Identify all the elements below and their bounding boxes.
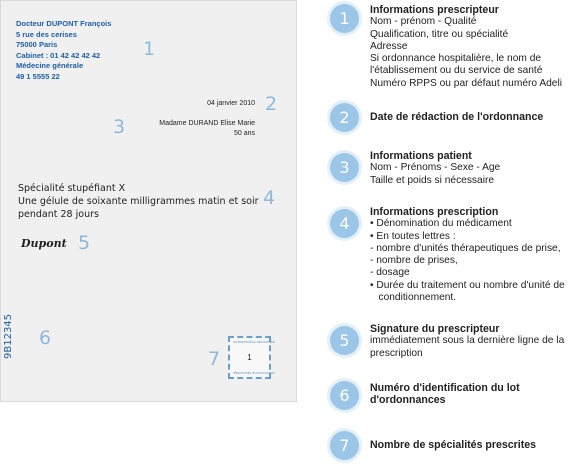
legend-number-circle: 3 (330, 153, 359, 182)
legend-line: - nombre de prises, (370, 255, 458, 267)
legend-title: Nombre de spécialités prescrites (370, 439, 537, 451)
legend-line: l'établissement ou du service de santé (370, 65, 543, 77)
legend-number-circle: 6 (330, 381, 359, 410)
legend-number-circle: 5 (330, 326, 359, 355)
legend-text (370, 4, 585, 90)
legend-line: - nombre d'unités thérapeutiques de prise, (370, 242, 561, 254)
prescription-line: Spécialité stupéfiant X (18, 183, 126, 194)
legend-title: Informations prescription (370, 206, 499, 218)
patient-block (159, 119, 255, 139)
prescribed-count: 1 (247, 353, 252, 362)
legend-line: Qualification, titre ou spécialité (370, 28, 509, 40)
legend-line: • En toutes lettres : (370, 230, 456, 242)
legend-line: Adresse (370, 40, 408, 52)
prescriber-specialty: Médecine générale (16, 61, 84, 71)
legend-title: Date de rédaction de l'ordonnance (370, 111, 544, 123)
legend-text (370, 150, 585, 187)
legend-title: Numéro d'identification du lot (370, 382, 520, 394)
prescription-document (0, 0, 297, 402)
legend-line: conditionnement. (370, 292, 457, 304)
legend-line: immédiatement sous la dernière ligne de la (370, 335, 565, 347)
prescriber-phone: Cabinet : 01 42 42 42 42 (16, 50, 101, 60)
legend-text (370, 206, 585, 304)
patient-name: Madame DURAND Elise Marie (159, 120, 255, 127)
legend-line: prescription (370, 347, 423, 359)
prescription-line: pendant 28 jours (18, 209, 99, 220)
legend-text (370, 323, 585, 360)
lot-number: 9B12345 (3, 313, 14, 359)
legend-title: Informations patient (370, 150, 472, 162)
stamp-label: ORDONNANCE SÉCURISÉE (233, 371, 275, 375)
legend-number-circle: 1 (330, 4, 359, 33)
legend-line: - dosage (370, 267, 410, 279)
patient-age: 50 ans (233, 130, 255, 137)
stamp-label: ORDONNANCE SÉCURISÉE (233, 340, 275, 344)
marker-5: 5 (78, 232, 91, 254)
legend-line: Taille et poids si nécessaire (370, 174, 495, 186)
prescriber-street: 5 rue des cerises (16, 29, 77, 39)
marker-7: 7 (208, 348, 221, 370)
legend-number-circle: 4 (330, 209, 359, 238)
prescription-date: 04 janvier 2010 (207, 100, 255, 107)
legend-line: Nom - Prénoms - Sexe - Age (370, 162, 501, 174)
marker-2: 2 (265, 93, 278, 115)
legend-text (370, 111, 585, 123)
marker-1: 1 (143, 38, 156, 60)
legend-line: Si ordonnance hospitalière, le nom de (370, 53, 542, 65)
prescriber-city: 75000 Paris (16, 40, 58, 50)
legend-line: Numéro RPPS ou par défaut numéro Adeli (370, 77, 562, 89)
marker-4: 4 (263, 187, 276, 209)
legend-line: Nom - prénom - Qualité (370, 16, 477, 28)
legend-number-circle: 2 (330, 103, 359, 132)
marker-6: 6 (39, 327, 52, 349)
marker-3: 3 (113, 116, 126, 138)
prescriber-signature: Dupont (21, 237, 67, 250)
prescription-count-stamp (228, 336, 275, 379)
legend-title: Signature du prescripteur (370, 323, 500, 335)
legend-line: • Dénomination du médicament (370, 218, 512, 230)
legend-title-line: d'ordonnances (370, 394, 446, 407)
legend-text (370, 382, 585, 407)
legend-line: • Durée du traitement ou nombre d'unité de (370, 279, 565, 291)
prescriber-rpps: 49 1 5555 22 (16, 71, 60, 81)
prescriber-name: Docteur DUPONT François (16, 19, 112, 28)
legend-title: Informations prescripteur (370, 4, 499, 16)
prescription-line: Une gélule de soixante milligrammes matin et soir (18, 196, 259, 207)
prescriber-block (16, 19, 111, 83)
prescription-text (18, 182, 259, 221)
legend-number-circle: 7 (330, 431, 359, 460)
legend-text (370, 439, 585, 451)
